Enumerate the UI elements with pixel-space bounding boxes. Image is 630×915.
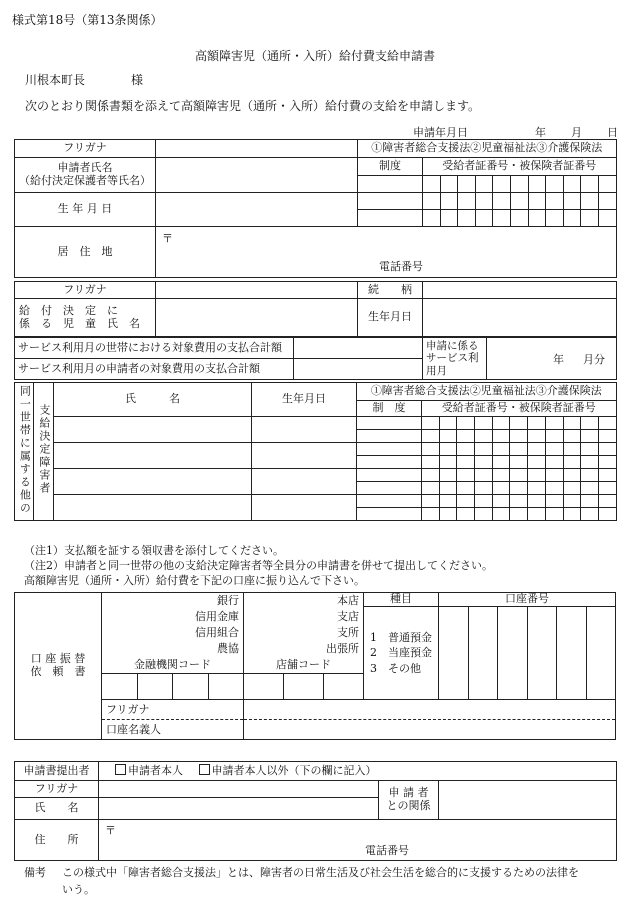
date-month: 月 (571, 126, 582, 139)
account-holder-label-cell (102, 700, 244, 740)
inst-code-digit-4[interactable] (208, 674, 244, 700)
child-relation-label: 続 柄 (358, 282, 423, 299)
intro-text: 次のとおり関係書類を添えて高額障害児（通所・入所）給付費の支給を申請します。 (25, 99, 481, 113)
postal-mark: 〒 (162, 232, 173, 245)
service-month-unit: 月分 (583, 353, 605, 366)
date-label: 申請年月日 (413, 126, 468, 139)
account-number-header: 口座番号 (439, 593, 616, 607)
branch-code-digit-1[interactable] (244, 674, 284, 700)
submitter-postal-mark: 〒 (105, 824, 116, 837)
service-year-unit: 年 (553, 353, 564, 366)
member-2-name[interactable] (54, 443, 252, 469)
page-title: 高額障害児（通所・入所）給付費支給申請書 (194, 49, 435, 63)
child-table (14, 281, 617, 337)
applicant-address-field[interactable] (156, 227, 617, 278)
members-table (14, 382, 617, 521)
submitter-address-field[interactable] (99, 820, 617, 861)
remark-text-2: いう。 (62, 883, 95, 896)
member-1-name[interactable] (54, 417, 252, 443)
addressee: 川根本町長 (25, 73, 86, 87)
submitter-options (99, 762, 617, 781)
inst-code-digit-3[interactable] (173, 674, 209, 700)
members-law-header: ①障害者総合支援法②児童福祉法③介護保険法 (357, 383, 617, 401)
bank-inst-types[interactable]: 銀行 信用金庫 信用組合 農協 (102, 593, 244, 657)
remark-label: 備考 (24, 866, 46, 879)
bank-branch-types[interactable]: 本店 支店 支所 出張所 (244, 593, 364, 657)
members-system-header: 制 度 (357, 401, 422, 417)
members-name-header: 氏 名 (54, 383, 252, 417)
note-2: （注2）申請者と同一世帯の他の支給決定障害者等全員分の申請書を併せて提出してください。 (24, 559, 493, 572)
account-type-options[interactable]: 1 普通預金 2 当座預金 3 その他 (364, 607, 439, 700)
addressee-suffix: 様 (131, 73, 144, 87)
member-4-dob[interactable] (252, 495, 357, 521)
member-2-dob[interactable] (252, 443, 357, 469)
applicant-dob-field[interactable] (156, 193, 358, 227)
account-holder-field[interactable] (244, 700, 616, 740)
inst-code-label: 金融機関コード (102, 657, 244, 674)
account-type-header: 種目 (364, 593, 439, 607)
date-day: 日 (607, 126, 618, 139)
members-left-label-2: 支給決定障害者 (34, 383, 54, 521)
submitter-relation-field[interactable] (439, 781, 617, 820)
submitter-other-option[interactable]: 申請者本人以外（下の欄に記入） (199, 764, 377, 777)
applicant-dob-label: 生 年 月 日 (15, 193, 156, 227)
applicant-law-header: ①障害者総合支援法②児童福祉法③介護保険法 (358, 140, 617, 158)
account-digit-2[interactable] (468, 607, 498, 700)
branch-code-digit-2[interactable] (284, 674, 324, 700)
applicant-address-label: 居 住 地 (15, 227, 156, 278)
member-1-dob[interactable] (252, 417, 357, 443)
branch-code-digit-3[interactable] (324, 674, 364, 700)
applicant-cost-label: サービス利用月の申請者の対象費用の支払合計額 (15, 359, 294, 380)
submitter-furigana-label: フリガナ (15, 781, 99, 798)
branch-code-label: 店舗コード (244, 657, 364, 674)
note-1: （注1）支払額を証する領収書を添付してください。 (24, 544, 284, 557)
child-furigana-label: フリガナ (15, 282, 156, 299)
member-3-dob[interactable] (252, 469, 357, 495)
form-id: 様式第18号（第13条関係） (12, 13, 163, 27)
member-4-name[interactable] (54, 495, 252, 521)
submitter-table (14, 761, 617, 861)
submitter-furigana-field[interactable] (99, 781, 379, 798)
member-3-name[interactable] (54, 469, 252, 495)
child-dob-label: 生年月日 (358, 299, 423, 337)
applicant-cert-label: 受給者証番号・被保険者証番号 (423, 158, 617, 176)
child-name-field[interactable] (156, 299, 358, 337)
applicant-table (14, 139, 617, 278)
note-3: 高額障害児（通所・入所）給付費を下記の口座に振り込んで下さい。 (24, 574, 365, 587)
child-relation-field[interactable] (423, 282, 617, 299)
inst-code-digit-2[interactable] (137, 674, 173, 700)
account-digit-4[interactable] (527, 607, 557, 700)
members-dob-header: 生年月日 (252, 383, 357, 417)
submitter-relation-label: 申 請 者 との関係 (379, 781, 439, 820)
service-month-field[interactable] (487, 338, 617, 380)
members-cert-header: 受給者証番号・被保険者証番号 (422, 401, 617, 417)
applicant-phone-label: 電話番号 (379, 260, 423, 273)
applicant-name-label: 申請者氏名 （給付決定保護者等氏名） (15, 158, 156, 193)
remark-text-1: この様式中「障害者総合支援法」とは、障害者の日常生活及び社会生活を総合的に支援するための法律を (62, 866, 579, 879)
checkbox-self[interactable] (115, 764, 126, 775)
household-cost-field[interactable] (294, 338, 423, 359)
applicant-cost-field[interactable] (294, 359, 423, 380)
members-left-label: 同一世帯に属する他の (15, 383, 34, 521)
household-cost-label: サービス利用月の世帯における対象費用の支払合計額 (15, 338, 294, 359)
submitter-address-label: 住 所 (15, 820, 99, 861)
bank-section-label: 口 座 振 替 依 頼 書 (15, 593, 102, 740)
child-name-label: 給 付 決 定 に 係 る 児 童 氏 名 (15, 299, 156, 337)
account-digit-3[interactable] (498, 607, 528, 700)
account-digit-5[interactable] (557, 607, 587, 700)
child-dob-field[interactable] (423, 299, 617, 337)
inst-code-digit-1[interactable] (102, 674, 138, 700)
account-holder-label: 口座名義人 (106, 723, 161, 737)
applicant-furigana-label: フリガナ (15, 140, 156, 158)
bank-furigana-label: フリガナ (102, 700, 243, 720)
submitter-name-field[interactable] (99, 798, 379, 820)
checkbox-other[interactable] (199, 764, 210, 775)
applicant-name-field[interactable] (156, 158, 358, 193)
submitter-self-option[interactable]: 申請者本人 (115, 764, 183, 777)
account-digit-6[interactable] (586, 607, 616, 700)
date-year: 年 (535, 126, 546, 139)
account-digit-1[interactable] (439, 607, 469, 700)
child-furigana-field[interactable] (156, 282, 358, 299)
bank-table (14, 592, 616, 740)
service-month-label: 申請に係るサービス利用月 (423, 338, 487, 380)
applicant-system-label: 制度 (358, 158, 423, 176)
submitter-name-label: 氏 名 (15, 798, 99, 820)
submitter-phone-label: 電話番号 (365, 844, 409, 857)
cost-table (14, 337, 617, 380)
applicant-furigana-field[interactable] (156, 140, 358, 158)
submitter-label: 申請書提出者 (15, 762, 99, 781)
